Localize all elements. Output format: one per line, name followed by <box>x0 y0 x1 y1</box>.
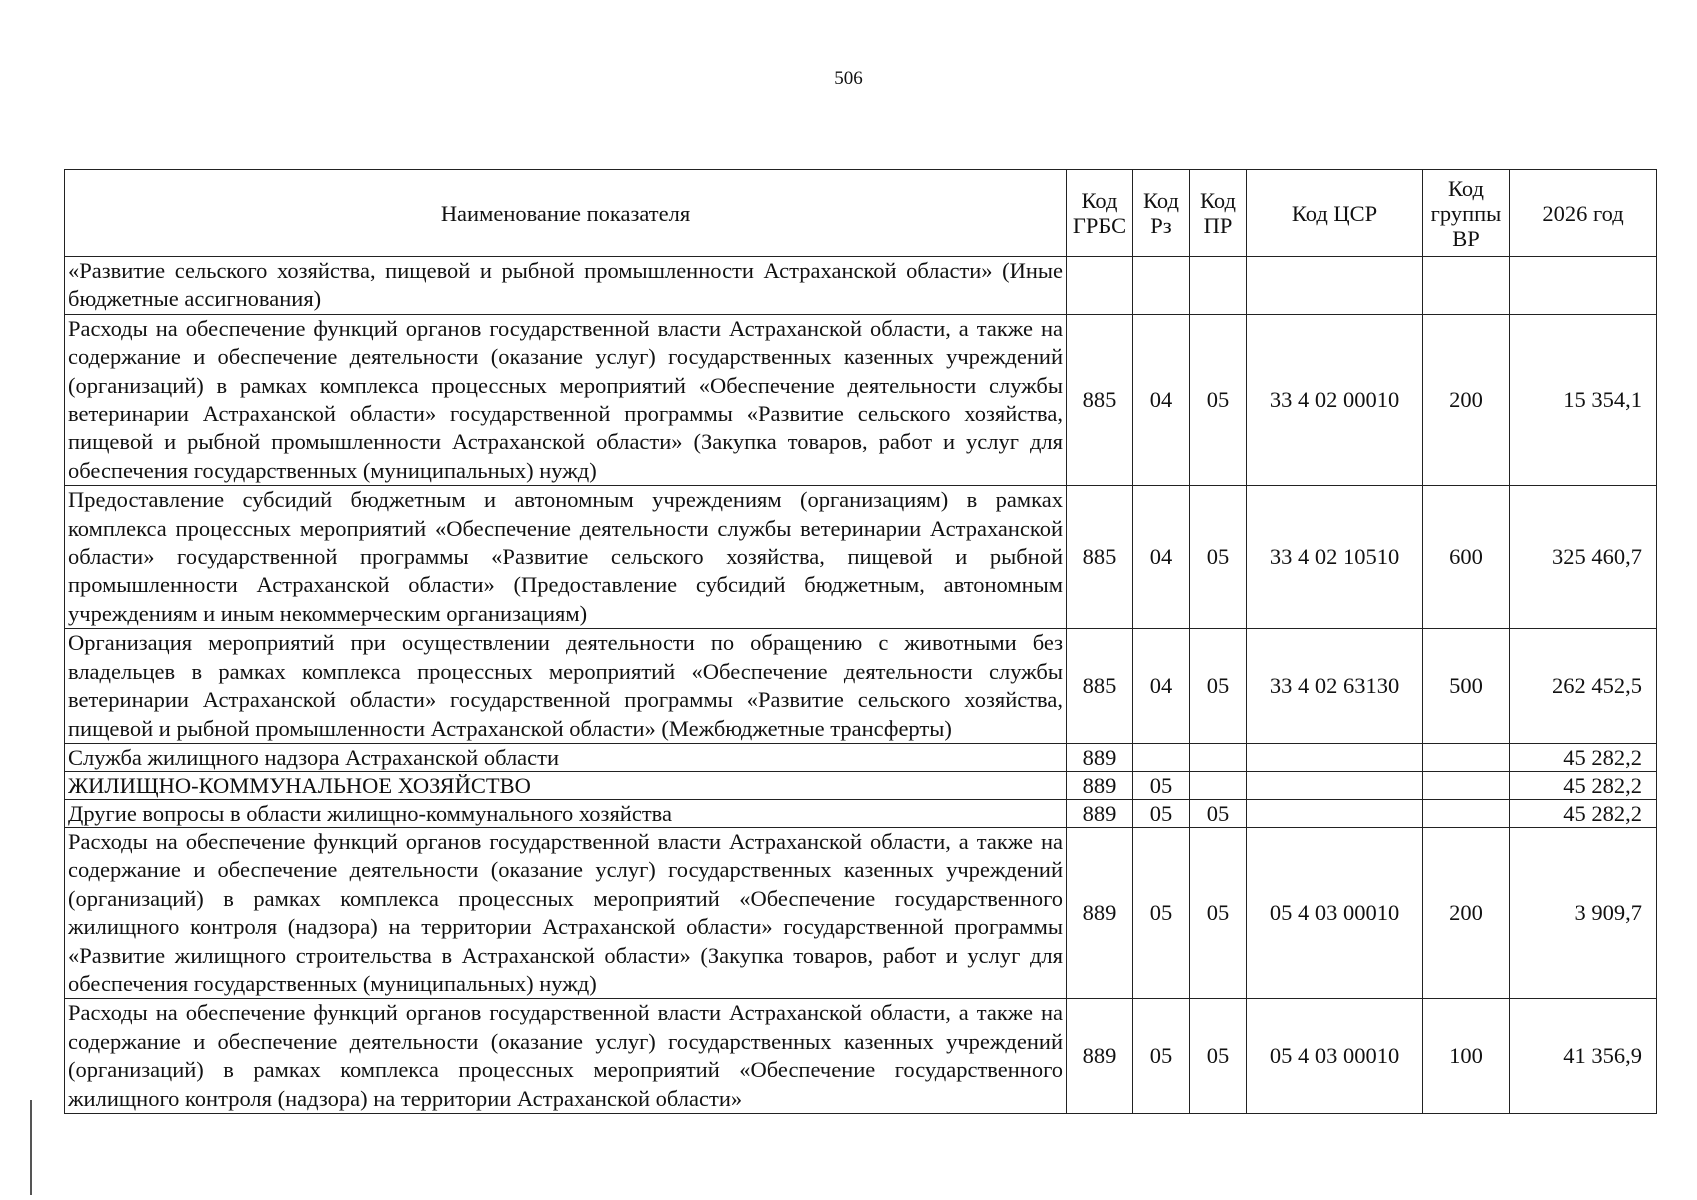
row-vr: 200 <box>1423 314 1510 485</box>
row-pr <box>1190 771 1247 799</box>
row-amount: 3 909,7 <box>1510 827 1657 998</box>
row-name: Предоставление субсидий бюджетным и автономным учреждениям (организациям) в рамках комплекса процессных мероприятий «Обеспечение деятельности службы ветеринарии Астраханской области» государственной программы «Развитие сельского хозяйства, пищевой и рыбной промышленности Астраханской области» (Предоставление субсидий бюджетным, автономным учреждениям и иным некоммерческим организациям) <box>65 486 1067 629</box>
row-pr: 05 <box>1190 486 1247 629</box>
row-amount <box>1510 257 1657 315</box>
row-vr <box>1423 743 1510 771</box>
row-name: Расходы на обеспечение функций органов государственной власти Астраханской области, а также на содержание и обеспечение деятельности (оказание услуг) государственных казенных учреждений (организаций) в рамках комплекса процессных мероприятий «Обеспечение деятельности службы ветеринарии Астраханской области» государственной программы «Развитие сельского хозяйства, пищевой и рыбной промышленности Астраханской области» (Закупка товаров, работ и услуг для обеспечения государственных (муниципальных) нужд) <box>65 314 1067 485</box>
row-amount: 45 282,2 <box>1510 743 1657 771</box>
row-csr <box>1247 799 1423 827</box>
row-csr <box>1247 771 1423 799</box>
header-pr: Код ПР <box>1190 170 1247 257</box>
row-vr <box>1423 257 1510 315</box>
header-csr: Код ЦСР <box>1247 170 1423 257</box>
row-amount: 325 460,7 <box>1510 486 1657 629</box>
row-pr <box>1190 257 1247 315</box>
row-rz: 04 <box>1133 486 1190 629</box>
row-pr: 05 <box>1190 827 1247 998</box>
row-grbs: 885 <box>1067 314 1133 485</box>
header-rz: Код Рз <box>1133 170 1190 257</box>
row-grbs: 889 <box>1067 743 1133 771</box>
row-csr: 05 4 03 00010 <box>1247 827 1423 998</box>
row-vr: 100 <box>1423 999 1510 1114</box>
scan-margin-mark <box>30 1100 32 1195</box>
row-name: ЖИЛИЩНО-КОММУНАЛЬНОЕ ХОЗЯЙСТВО <box>65 771 1067 799</box>
row-csr: 33 4 02 00010 <box>1247 314 1423 485</box>
row-name: Расходы на обеспечение функций органов государственной власти Астраханской области, а также на содержание и обеспечение деятельности (оказание услуг) государственных казенных учреждений (организаций) в рамках комплекса процессных мероприятий «Обеспечение государственного жилищного контроля (надзора) на территории Астраханской области» государственной программы «Развитие жилищного строительства в Астраханской области» (Закупка товаров, работ и услуг для обеспечения государственных (муниципальных) нужд) <box>65 827 1067 998</box>
table-row <box>65 486 1657 629</box>
row-rz: 04 <box>1133 629 1190 744</box>
table-row <box>65 827 1657 998</box>
table-row <box>65 314 1657 485</box>
row-vr <box>1423 771 1510 799</box>
row-name: Организация мероприятий при осуществлении деятельности по обращению с животными без владельцев в рамках комплекса процессных мероприятий «Обеспечение деятельности службы ветеринарии Астраханской области» государственной программы «Развитие сельского хозяйства, пищевой и рыбной промышленности Астраханской области» (Межбюджетные трансферты) <box>65 629 1067 744</box>
row-rz <box>1133 257 1190 315</box>
table-row <box>65 771 1657 799</box>
row-name: Расходы на обеспечение функций органов государственной власти Астраханской области, а также на содержание и обеспечение деятельности (оказание услуг) государственных казенных учреждений (организаций) в рамках комплекса процессных мероприятий «Обеспечение государственного жилищного контроля (надзора) на территории Астраханской области» <box>65 999 1067 1114</box>
row-grbs: 889 <box>1067 999 1133 1114</box>
header-name: Наименование показателя <box>65 170 1067 257</box>
row-pr <box>1190 743 1247 771</box>
row-amount: 262 452,5 <box>1510 629 1657 744</box>
table-row <box>65 257 1657 315</box>
row-amount: 15 354,1 <box>1510 314 1657 485</box>
header-grbs: Код ГРБС <box>1067 170 1133 257</box>
budget-table <box>64 169 1657 1114</box>
row-grbs: 889 <box>1067 799 1133 827</box>
row-rz: 05 <box>1133 999 1190 1114</box>
row-rz: 05 <box>1133 771 1190 799</box>
row-csr <box>1247 257 1423 315</box>
row-pr: 05 <box>1190 999 1247 1114</box>
row-grbs: 889 <box>1067 771 1133 799</box>
row-amount: 45 282,2 <box>1510 799 1657 827</box>
row-csr: 05 4 03 00010 <box>1247 999 1423 1114</box>
row-grbs: 885 <box>1067 486 1133 629</box>
row-pr: 05 <box>1190 629 1247 744</box>
row-grbs: 889 <box>1067 827 1133 998</box>
row-name: Другие вопросы в области жилищно-коммунального хозяйства <box>65 799 1067 827</box>
table-row <box>65 629 1657 744</box>
row-vr: 600 <box>1423 486 1510 629</box>
row-pr: 05 <box>1190 314 1247 485</box>
row-vr: 200 <box>1423 827 1510 998</box>
row-name: Служба жилищного надзора Астраханской области <box>65 743 1067 771</box>
table-header-row <box>65 170 1657 257</box>
header-year: 2026 год <box>1510 170 1657 257</box>
row-rz: 05 <box>1133 799 1190 827</box>
row-csr <box>1247 743 1423 771</box>
table-row <box>65 999 1657 1114</box>
row-grbs <box>1067 257 1133 315</box>
row-grbs: 885 <box>1067 629 1133 744</box>
table-row <box>65 743 1657 771</box>
row-amount: 41 356,9 <box>1510 999 1657 1114</box>
row-csr: 33 4 02 63130 <box>1247 629 1423 744</box>
row-amount: 45 282,2 <box>1510 771 1657 799</box>
table-row <box>65 799 1657 827</box>
row-rz: 04 <box>1133 314 1190 485</box>
row-rz: 05 <box>1133 827 1190 998</box>
header-vr: Код группы ВР <box>1423 170 1510 257</box>
page-number: 506 <box>834 68 863 89</box>
row-vr: 500 <box>1423 629 1510 744</box>
row-rz <box>1133 743 1190 771</box>
row-pr: 05 <box>1190 799 1247 827</box>
row-csr: 33 4 02 10510 <box>1247 486 1423 629</box>
row-vr <box>1423 799 1510 827</box>
row-name: «Развитие сельского хозяйства, пищевой и рыбной промышленности Астраханской области» (Иные бюджетные ассигнования) <box>65 257 1067 315</box>
